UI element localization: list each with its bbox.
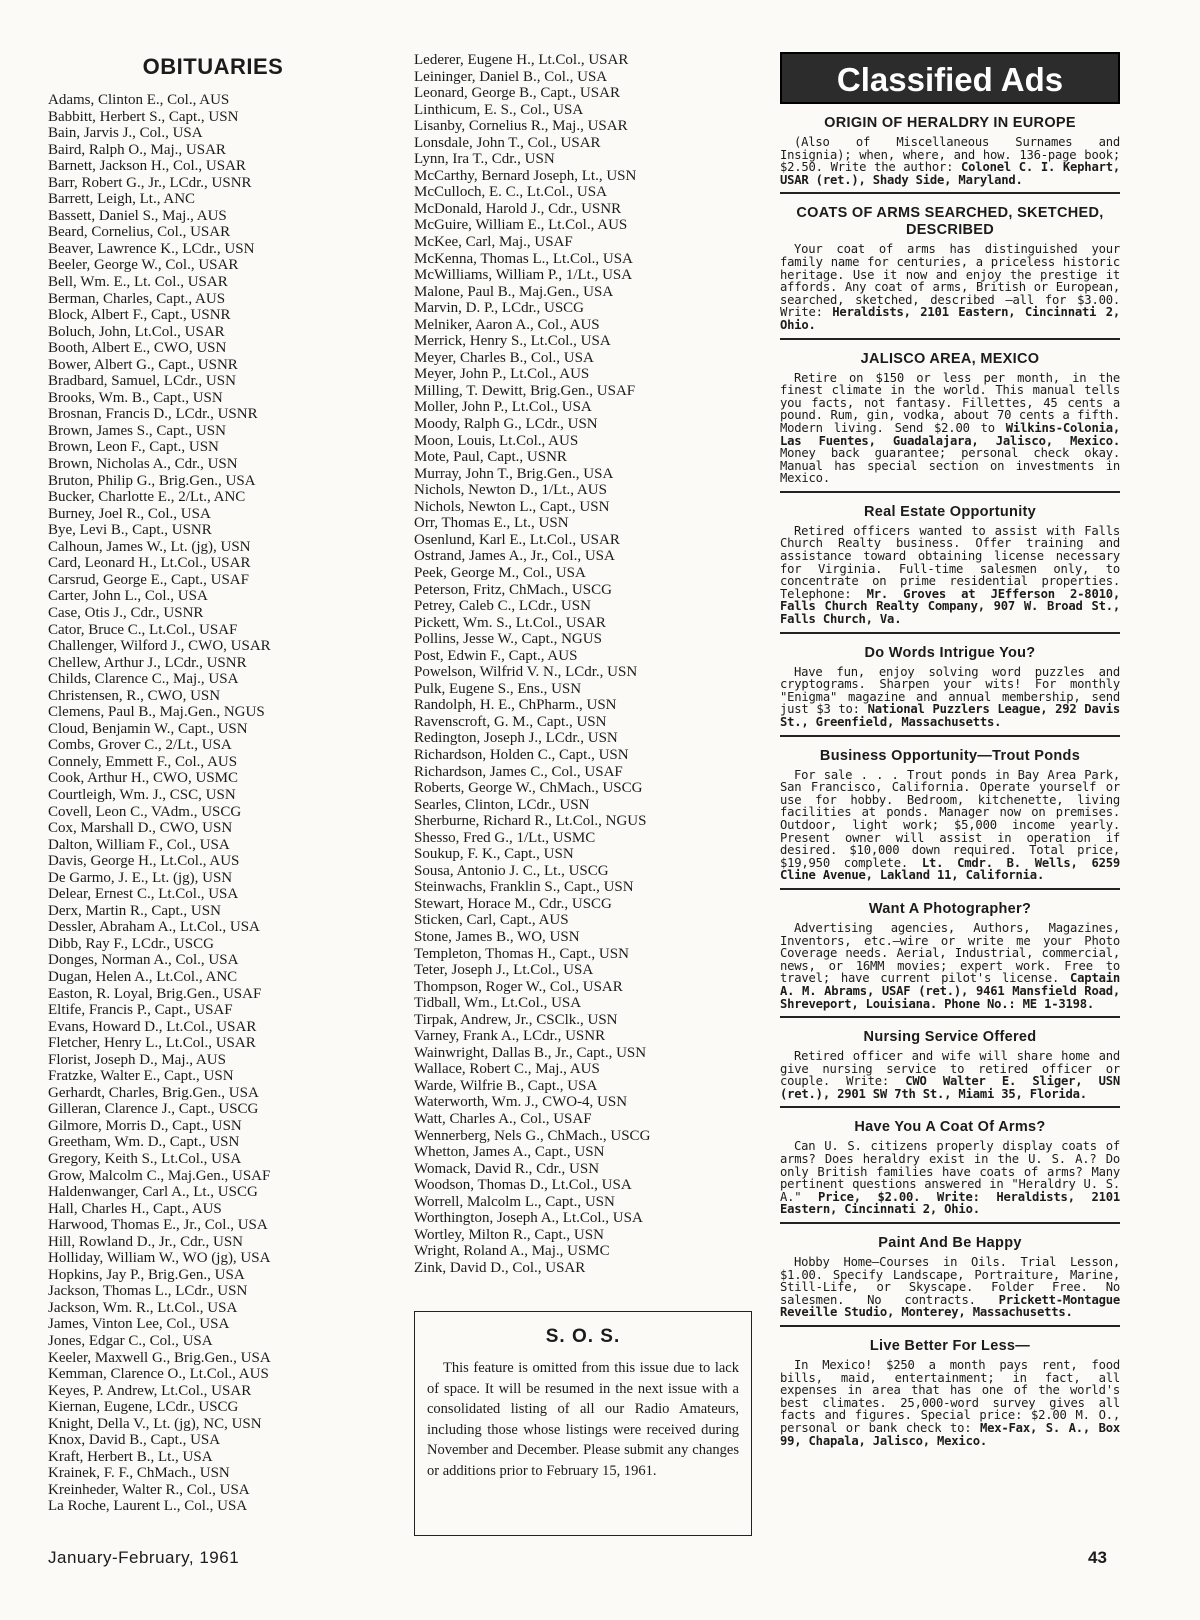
obituary-entry: Delear, Ernest C., Lt.Col., USA bbox=[48, 886, 239, 903]
obituary-entry: Linthicum, E. S., Col., USA bbox=[414, 101, 584, 118]
obituary-entry: Gilleran, Clarence J., Capt., USCG bbox=[48, 1101, 259, 1118]
obituary-entry: Hopkins, Jay P., Brig.Gen., USA bbox=[48, 1266, 245, 1283]
obituary-entry: Meyer, Charles B., Col., USA bbox=[414, 349, 594, 366]
obituary-entry: Teter, Joseph J., Lt.Col., USA bbox=[414, 962, 594, 979]
obituary-entry: Melniker, Aaron A., Col., AUS bbox=[414, 316, 600, 333]
obituary-entry: Ravenscroft, G. M., Capt., USN bbox=[414, 713, 607, 730]
obituary-entry: Wainwright, Dallas B., Jr., Capt., USN bbox=[414, 1044, 647, 1061]
classified-ad bbox=[780, 200, 1120, 339]
obituary-entry: Orr, Thomas E., Lt., USN bbox=[414, 515, 569, 532]
obituary-entry: Redington, Joseph J., LCdr., USN bbox=[414, 730, 618, 747]
obituary-entry: Brown, Leon F., Capt., USN bbox=[48, 439, 219, 456]
obituary-entry: Christensen, R., CWO, USN bbox=[48, 687, 221, 704]
obituary-entry: Greetham, Wm. D., Capt., USN bbox=[48, 1134, 240, 1151]
obituary-entry: Kreinheder, Walter R., Col., USA bbox=[48, 1481, 250, 1498]
classified-ad-title: Have You A Coat Of Arms? bbox=[854, 1119, 1046, 1136]
obituary-entry: Donges, Norman A., Col., USA bbox=[48, 952, 239, 969]
obituary-entry: Hall, Charles H., Capt., AUS bbox=[48, 1200, 222, 1217]
obituary-entry: Courtleigh, Wm. J., CSC, USN bbox=[48, 786, 236, 803]
classified-ad-contact: CWO Walter E. Sliger, USN (ret.), 2901 SW 7th St., Miami 35, Florida. bbox=[780, 1074, 1121, 1101]
classified-ad-text: In Mexico! $250 a month pays rent, food bills, maid, entertainment; in fact, all expenses in area that has one of the world's best climates. 25,000-word survey gives all facts and figures. Special price: $2.00 M. O., personal or bank check to: bbox=[780, 1358, 1120, 1435]
obituary-entry: Grow, Malcolm C., Maj.Gen., USAF bbox=[48, 1167, 271, 1184]
obituary-entry: Knox, David B., Capt., USA bbox=[48, 1432, 221, 1449]
obituary-entry: Steinwachs, Franklin S., Capt., USN bbox=[414, 879, 634, 896]
page-number: 43 bbox=[1088, 1548, 1107, 1567]
classified-ad-text: (Also of Miscellaneous Surnames and Insignia); when, where, and how. 136-page book; $2.50. Write the author: bbox=[780, 135, 1120, 175]
obituary-entry: McWilliams, William P., 1/Lt., USA bbox=[414, 267, 633, 284]
obituary-entry: Burney, Joel R., Col., USA bbox=[48, 505, 211, 522]
classified-ad-body bbox=[780, 136, 1120, 186]
classified-ad-title: Live Better For Less— bbox=[869, 1338, 1031, 1354]
obituary-entry: Sherburne, Richard R., Lt.Col., NGUS bbox=[414, 813, 647, 830]
obituary-entry: Block, Albert F., Capt., USNR bbox=[48, 307, 231, 324]
classified-ad-text: Retired officer and wife will share home and give nursing service to retired officer or couple. Write: bbox=[780, 1049, 1120, 1089]
classified-ad-body bbox=[780, 922, 1120, 1010]
obituary-entry: Brooks, Wm. B., Capt., USN bbox=[48, 389, 223, 406]
classified-ad-body bbox=[780, 1140, 1120, 1216]
obituary-entry: Dalton, William F., Col., USA bbox=[48, 836, 230, 853]
obituary-entry: Challenger, Wilford J., CWO, USAR bbox=[48, 638, 271, 655]
obituary-entry: Jones, Edgar C., Col., USA bbox=[48, 1333, 213, 1350]
obituaries-list-2 bbox=[414, 52, 744, 1276]
obituary-entry: Bain, Jarvis J., Col., USA bbox=[48, 125, 203, 142]
obituary-entry: Davis, George H., Lt.Col., AUS bbox=[48, 853, 240, 870]
obituary-entry: Haldenwanger, Carl A., Lt., USCG bbox=[48, 1184, 258, 1201]
classified-ad-title: Do Words Intrigue You? bbox=[864, 644, 1036, 661]
classified-ad-title: Paint And Be Happy bbox=[878, 1235, 1022, 1252]
obituary-entry: Hill, Rowland D., Jr., Cdr., USN bbox=[48, 1233, 244, 1250]
classified-ad-contact: Captain A. M. Abrams, USAF (ret.), 9461 Mansfield Road, Shreveport, Louisiana. Phone No.: ME 1-3198. bbox=[780, 971, 1120, 1011]
classified-ad-title: COATS OF ARMS SEARCHED, SKETCHED, DESCRIBED bbox=[796, 205, 1104, 239]
obituary-entry: De Garmo, J. E., Lt. (jg), USN bbox=[48, 869, 233, 886]
obituary-entry: Wennerberg, Nels G., ChMach., USCG bbox=[414, 1127, 651, 1144]
issue-date: January-February, 1961 bbox=[48, 1548, 240, 1567]
classified-ad-contact: Prickett-Montague Reveille Studio, Monterey, Massachusetts. bbox=[780, 1292, 1120, 1320]
obituary-entry: Varney, Frank A., LCdr., USNR bbox=[414, 1028, 606, 1045]
obituary-entry: Woodson, Thomas D., Lt.Col., USA bbox=[414, 1177, 632, 1194]
obituary-entry: Peek, George M., Col., USA bbox=[414, 564, 586, 581]
obituary-entry: Booth, Albert E., CWO, USN bbox=[48, 340, 227, 357]
obituary-entry: Powelson, Wilfrid V. N., LCdr., USN bbox=[414, 664, 638, 681]
obituary-entry: Babbitt, Herbert S., Capt., USN bbox=[48, 108, 239, 125]
obituary-entry: Krainek, F. F., ChMach., USN bbox=[48, 1465, 230, 1482]
obituary-entry: Barnett, Jackson H., Col., USAR bbox=[48, 158, 246, 175]
obituary-entry: Combs, Grover C., 2/Lt., USA bbox=[48, 737, 232, 754]
obituary-entry: Soukup, F. K., Capt., USN bbox=[414, 846, 574, 863]
obituaries-column-2 bbox=[414, 52, 744, 1276]
obituary-entry: Brown, Nicholas A., Cdr., USN bbox=[48, 456, 238, 473]
obituary-entry: Osenlund, Karl E., Lt.Col., USAR bbox=[414, 531, 620, 548]
obituary-entry: Dessler, Abraham A., Lt.Col., USA bbox=[48, 919, 260, 936]
obituary-entry: McCulloch, E. C., Lt.Col., USA bbox=[414, 184, 607, 201]
sos-title: S. O. S. bbox=[545, 1326, 621, 1347]
obituary-entry: Womack, David R., Cdr., USN bbox=[414, 1160, 600, 1177]
classified-ad bbox=[780, 1333, 1120, 1453]
classified-ad-body bbox=[780, 769, 1120, 882]
obituary-entry: McKee, Carl, Maj., USAF bbox=[414, 234, 573, 251]
classified-ad-text: Your coat of arms has distinguished your family name for centuries, a priceless historic heritage. Use it now and enjoy the prestige it affords. Any coat of arms, British or European, searched, sketched, described —all for $3.00. Write: bbox=[780, 242, 1120, 320]
obituary-entry: McGuire, William E., Lt.Col., AUS bbox=[414, 217, 628, 234]
obituary-entry: Templeton, Thomas H., Capt., USN bbox=[414, 945, 629, 962]
obituary-entry: Richardson, Holden C., Capt., USN bbox=[414, 746, 629, 763]
classified-ad bbox=[780, 1024, 1120, 1108]
obituary-entry: Knight, Della V., Lt. (jg), NC, USN bbox=[48, 1415, 262, 1432]
obituary-entry: Connely, Emmett F., Col., AUS bbox=[48, 753, 238, 770]
classified-ad-body bbox=[780, 243, 1120, 331]
obituary-entry: Derx, Martin R., Capt., USN bbox=[48, 902, 221, 919]
obituary-entry: Kiernan, Eugene, LCdr., USCG bbox=[48, 1399, 239, 1416]
obituary-entry: Childs, Clarence C., Maj., USA bbox=[48, 671, 239, 688]
classified-ads-column bbox=[780, 52, 1120, 1459]
classified-ad-text: Hobby Home—Courses in Oils. Trial Lesson, $1.00. Specify Landscape, Portraiture, Marine, Still-Life, or Skyscape. Folder Free. No salesmen. No contracts. bbox=[780, 1255, 1120, 1307]
obituary-entry: Pickett, Wm. S., Lt.Col., USAR bbox=[414, 614, 606, 631]
obituary-entry: Petrey, Caleb C., LCdr., USN bbox=[414, 598, 591, 615]
obituary-entry: Harwood, Thomas E., Jr., Col., USA bbox=[48, 1217, 268, 1234]
obituary-entry: Wortley, Milton R., Capt., USN bbox=[414, 1226, 604, 1243]
obituary-entry: Searles, Clinton, LCdr., USN bbox=[414, 796, 590, 813]
obituary-entry: James, Vinton Lee, Col., USA bbox=[48, 1316, 230, 1333]
obituary-entry: Cox, Marshall D., CWO, USN bbox=[48, 820, 233, 837]
obituary-entry: Bell, Wm. E., Lt. Col., USAR bbox=[48, 274, 228, 291]
obituary-entry: Keeler, Maxwell G., Brig.Gen., USA bbox=[48, 1349, 271, 1366]
obituary-entry: Card, Leonard H., Lt.Col., USAR bbox=[48, 555, 251, 572]
obituary-entry: Bucker, Charlotte E., 2/Lt., ANC bbox=[48, 489, 246, 506]
classified-ad-contact: Lt. Cmdr. B. Wells, 6259 Cline Avenue, Lakland 11, California. bbox=[780, 855, 1120, 883]
obituary-entry: Carter, John L., Col., USA bbox=[48, 588, 208, 605]
obituary-entry: Calhoun, James W., Lt. (jg), USN bbox=[48, 538, 251, 555]
obituary-entry: Bruton, Philip G., Brig.Gen., USA bbox=[48, 472, 256, 489]
classified-ad-contact: Heraldists, 2101 Eastern, Cincinnati 2, Ohio. bbox=[780, 305, 1120, 332]
obituary-entry: Adams, Clinton E., Col., AUS bbox=[48, 92, 230, 108]
obituary-entry: Leonard, George B., Capt., USAR bbox=[414, 85, 620, 102]
classified-ad-body bbox=[780, 372, 1120, 485]
classified-ad-body bbox=[780, 666, 1120, 729]
obituary-entry: Carsrud, George E., Capt., USAF bbox=[48, 571, 249, 588]
sos-box bbox=[414, 1311, 752, 1536]
obituary-entry: Dibb, Ray F., LCdr., USCG bbox=[48, 935, 214, 952]
obituary-entry: Tirpak, Andrew, Jr., CSClk., USN bbox=[414, 1011, 618, 1028]
classified-ad-text: Have fun, enjoy solving word puzzles and cryptograms. Sharpen your wits! For monthly "Enigma" magazine and annual membership, send just $3 to: bbox=[780, 664, 1120, 717]
obituary-entry: Beard, Cornelius, Col., USAR bbox=[48, 224, 231, 241]
obituary-entry: Murray, John T., Brig.Gen., USA bbox=[414, 465, 614, 482]
obituary-entry: Moon, Louis, Lt.Col., AUS bbox=[414, 432, 579, 449]
obituary-entry: Jackson, Thomas L., LCdr., USN bbox=[48, 1283, 248, 1300]
obituary-entry: Merrick, Henry S., Lt.Col., USA bbox=[414, 333, 611, 350]
obituary-entry: Gregory, Keith S., Lt.Col., USA bbox=[48, 1151, 242, 1167]
obituary-entry: Tidball, Wm., Lt.Col., USA bbox=[414, 995, 582, 1012]
obituary-entry: Bower, Albert G., Capt., USNR bbox=[48, 356, 238, 373]
obituary-entry: Moody, Ralph G., LCdr., USN bbox=[414, 416, 598, 433]
obituary-entry: Fletcher, Henry L., Lt.Col., USAR bbox=[48, 1035, 256, 1052]
obituary-entry: Lisanby, Cornelius R., Maj., USAR bbox=[414, 118, 628, 135]
obituary-entry: Brosnan, Francis D., LCdr., USNR bbox=[48, 406, 258, 423]
classified-ad bbox=[780, 1114, 1120, 1224]
classified-ad-text: Advertising agencies, Authors, Magazines, Inventors, etc.—wire or write me your Photo Coverage needs. Aerial, Industrial, commercial, news, or 16MM movies; expert work. Free to travel; have current pilot's license. bbox=[780, 920, 1120, 986]
obituary-entry: Pollins, Jesse W., Capt., NGUS bbox=[414, 631, 602, 648]
obituary-entry: Cator, Bruce C., Lt.Col., USAF bbox=[48, 621, 238, 638]
obituary-entry: McKenna, Thomas L., Lt.Col., USA bbox=[414, 250, 633, 267]
obituary-entry: Worthington, Joseph A., Lt.Col., USA bbox=[414, 1210, 643, 1227]
ads-list bbox=[780, 110, 1120, 1453]
obituary-entry: Randolph, H. E., ChPharm., USN bbox=[414, 697, 617, 714]
obituary-entry: Barrett, Leigh, Lt., ANC bbox=[48, 191, 196, 208]
classified-ad-title: ORIGIN OF HERALDRY IN EUROPE bbox=[824, 115, 1076, 131]
obituary-entry: Mote, Paul, Capt., USNR bbox=[414, 449, 567, 466]
obituary-entry: Ostrand, James A., Jr., Col., USA bbox=[414, 548, 615, 565]
classified-ad-contact: National Puzzlers League, 292 Davis St., Greenfield, Massachusetts. bbox=[780, 702, 1120, 729]
classified-ad-body bbox=[780, 525, 1120, 626]
obituary-entry: Marvin, D. P., LCdr., USCG bbox=[414, 300, 585, 317]
obituary-entry: Leininger, Daniel B., Col., USA bbox=[414, 68, 608, 85]
classified-ad bbox=[780, 1230, 1120, 1327]
obituary-entry: Bradbard, Samuel, LCdr., USN bbox=[48, 373, 236, 390]
classified-ad-contact: Mex-Fax, S. A., Box 99, Chapala, Jalisco, Mexico. bbox=[780, 1420, 1120, 1448]
classified-ad-title: Want A Photographer? bbox=[868, 900, 1032, 917]
obituary-entry: Holliday, William W., WO (jg), USA bbox=[48, 1250, 271, 1267]
obituary-entry: Kraft, Herbert B., Lt., USA bbox=[48, 1448, 213, 1465]
obituary-entry: Beeler, George W., Col., USAR bbox=[48, 257, 239, 274]
obituary-entry: Waterworth, Wm. J., CWO-4, USN bbox=[414, 1094, 628, 1111]
obituary-entry: Watt, Charles A., Col., USAF bbox=[414, 1111, 592, 1127]
obituaries-title: OBITUARIES bbox=[142, 54, 284, 79]
obituary-entry: Nichols, Newton D., 1/Lt., AUS bbox=[414, 482, 607, 499]
classified-ad bbox=[780, 743, 1120, 890]
obituary-entry: Brown, James S., Capt., USN bbox=[48, 422, 226, 439]
obituary-entry: Florist, Joseph D., Maj., AUS bbox=[48, 1051, 226, 1068]
obituary-entry: Nichols, Newton L., Capt., USN bbox=[414, 498, 610, 515]
classified-ad-title: JALISCO AREA, MEXICO bbox=[860, 350, 1040, 367]
obituary-entry: Pulk, Eugene S., Ens., USN bbox=[414, 680, 582, 697]
obituary-entry: Shesso, Fred G., 1/Lt., USMC bbox=[414, 829, 596, 846]
classified-ad-text: Retire on $150 or less per month, in the finest climate in the world. This manual tells you facts, not fantasy. Fillettes, 45 cents a pound. Rum, gin, vodka, about 70 cents a fifth. Modern living. Send $2.00 to bbox=[780, 370, 1120, 435]
classified-ad-body bbox=[780, 1256, 1120, 1319]
classified-ad-text: Can U. S. citizens properly display coats of arms? Does heraldry exist in the U. S. A.? Do only British families have coats of arms? Many pertinent questions answered in "Heraldry U. S. A." bbox=[780, 1139, 1120, 1204]
obituary-entry: Gilmore, Morris D., Capt., USN bbox=[48, 1117, 242, 1134]
obituary-entry: Lederer, Eugene H., Lt.Col., USAR bbox=[414, 52, 629, 68]
obituaries-list-1 bbox=[48, 92, 378, 1515]
obituary-entry: Sticken, Carl, Capt., AUS bbox=[414, 912, 569, 929]
obituary-entry: Richardson, James C., Col., USAF bbox=[414, 763, 623, 780]
classified-ad bbox=[780, 499, 1120, 634]
obituary-entry: Lonsdale, John T., Col., USAR bbox=[414, 134, 601, 151]
classified-ad-contact: Mr. Groves at JEfferson 2-8010, Falls Church Realty Company, 907 W. Broad St., Falls Church, Va. bbox=[780, 586, 1120, 627]
obituary-entry: McCarthy, Bernard Joseph, Lt., USN bbox=[414, 167, 637, 184]
obituary-entry: Berman, Charles, Capt., AUS bbox=[48, 290, 226, 307]
obituary-entry: Easton, R. Loyal, Brig.Gen., USAF bbox=[48, 985, 262, 1002]
obituary-entry: Cloud, Benjamin W., Capt., USN bbox=[48, 720, 248, 737]
obituary-entry: Worrell, Malcolm L., Capt., USN bbox=[414, 1193, 615, 1210]
obituary-entry: Baird, Ralph O., Maj., USAR bbox=[48, 141, 226, 158]
obituary-entry: La Roche, Laurent L., Col., USA bbox=[48, 1498, 248, 1515]
obituary-entry: Meyer, John P., Lt.Col., AUS bbox=[414, 366, 590, 383]
obituary-entry: Warde, Wilfrie B., Capt., USA bbox=[414, 1077, 598, 1094]
classified-ads-header: Classified Ads bbox=[780, 52, 1120, 104]
obituary-entry: Bye, Levi B., Capt., USNR bbox=[48, 522, 212, 539]
obituary-entry: Peterson, Fritz, ChMach., USCG bbox=[414, 581, 612, 598]
obituaries-column-1 bbox=[48, 52, 378, 1515]
obituary-entry: Beaver, Lawrence K., LCdr., USN bbox=[48, 240, 255, 257]
classified-ad-text-continued: Money back guarantee; personal check okay. Manual has special section on investments in Mexico. bbox=[780, 446, 1120, 486]
obituary-entry: Covell, Leon C., VAdm., USCG bbox=[48, 803, 242, 820]
obituary-entry: Case, Otis J., Cdr., USNR bbox=[48, 604, 204, 621]
obituary-entry: Chellew, Arthur J., LCdr., USNR bbox=[48, 654, 247, 671]
obituary-entry: Gerhardt, Charles, Brig.Gen., USA bbox=[48, 1084, 259, 1101]
classified-ad-body bbox=[780, 1050, 1120, 1100]
obituary-entry: Wallace, Robert C., Maj., AUS bbox=[414, 1061, 600, 1078]
obituary-entry: Thompson, Roger W., Col., USAR bbox=[414, 978, 623, 995]
classified-ad bbox=[780, 110, 1120, 194]
obituary-entry: Clemens, Paul B., Maj.Gen., NGUS bbox=[48, 704, 265, 721]
obituary-entry: McDonald, Harold J., Cdr., USNR bbox=[414, 200, 622, 217]
obituary-entry: Jackson, Wm. R., Lt.Col., USA bbox=[48, 1299, 238, 1316]
classified-ad bbox=[780, 896, 1120, 1018]
obituary-entry: Wright, Roland A., Maj., USMC bbox=[414, 1243, 610, 1260]
obituary-entry: Milling, T. Dewitt, Brig.Gen., USAF bbox=[414, 382, 636, 399]
classified-ad-title: Business Opportunity—Trout Ponds bbox=[819, 747, 1081, 764]
obituary-entry: Malone, Paul B., Maj.Gen., USA bbox=[414, 283, 614, 300]
obituary-entry: Kemman, Clarence O., Lt.Col., AUS bbox=[48, 1366, 269, 1383]
obituary-entry: Barr, Robert G., Jr., LCdr., USNR bbox=[48, 174, 252, 191]
obituary-entry: Zink, David D., Col., USAR bbox=[414, 1259, 586, 1276]
obituary-entry: Stone, James B., WO, USN bbox=[414, 928, 580, 945]
obituary-entry: Evans, Howard D., Lt.Col., USAR bbox=[48, 1018, 257, 1035]
obituary-entry: Post, Edwin F., Capt., AUS bbox=[414, 647, 578, 664]
obituary-entry: Boluch, John, Lt.Col., USAR bbox=[48, 323, 225, 340]
classified-ad bbox=[780, 346, 1120, 493]
classified-ad-text: Retired officers wanted to assist with Falls Church Realty business. Offer training and assistance toward obtaining license necessary for Virginia. Full-time salesmen only, to concentrate on prime residential properties. Telephone: bbox=[780, 523, 1120, 601]
classified-ad-contact: Wilkins-Colonia, Las Fuentes, Guadalajara, Jalisco, Mexico. bbox=[780, 420, 1120, 448]
classified-ad-contact: Price, $2.00. Write: Heraldists, 2101 Eastern, Cincinnati 2, Ohio. bbox=[780, 1189, 1120, 1217]
obituary-entry: Roberts, George W., ChMach., USCG bbox=[414, 780, 643, 797]
obituary-entry: Dugan, Helen A., Lt.Col., ANC bbox=[48, 968, 238, 985]
obituary-entry: Keyes, P. Andrew, Lt.Col., USAR bbox=[48, 1382, 252, 1399]
classified-ad-text: For sale . . . Trout ponds in Bay Area Park, San Francisco, California. Operate yourself or use for hobby. Bedroom, kitchenette, living facilities at ponds. Manager now on premises. Outdoor, light work; $5,000 income yearly. Present owner will assist in operation if desired. $10,000 down required. Total price, $19,950 complete. bbox=[780, 767, 1120, 870]
sos-body: This feature is omitted from this issue due to lack of space. It will be resumed in the next issue with a consolidated listing of all our Radio Amateurs, including those whose listings were received during November and December. Please submit any changes or additions prior to February 15, 1961. bbox=[427, 1360, 739, 1479]
obituary-entry: Sousa, Antonio J. C., Lt., USCG bbox=[414, 862, 609, 879]
obituary-entry: Lynn, Ira T., Cdr., USN bbox=[414, 151, 555, 168]
obituary-entry: Moller, John P., Lt.Col., USA bbox=[414, 399, 592, 416]
classified-ad bbox=[780, 640, 1120, 737]
obituary-entry: Whetton, James A., Capt., USN bbox=[414, 1144, 605, 1161]
obituary-entry: Stewart, Horace M., Cdr., USCG bbox=[414, 895, 612, 912]
obituary-entry: Eltife, Francis P., Capt., USAF bbox=[48, 1002, 233, 1019]
classified-ad-title: Nursing Service Offered bbox=[863, 1029, 1037, 1046]
obituary-entry: Cook, Arthur H., CWO, USMC bbox=[48, 770, 239, 787]
classified-ad-title: Real Estate Opportunity bbox=[863, 503, 1037, 520]
obituary-entry: Fratzke, Walter E., Capt., USN bbox=[48, 1068, 234, 1085]
classified-ad-body bbox=[780, 1359, 1120, 1447]
obituary-entry: Bassett, Daniel S., Maj., AUS bbox=[48, 207, 227, 224]
classified-ad-contact: Colonel C. I. Kephart, USAR (ret.), Shady Side, Maryland. bbox=[780, 160, 1120, 187]
